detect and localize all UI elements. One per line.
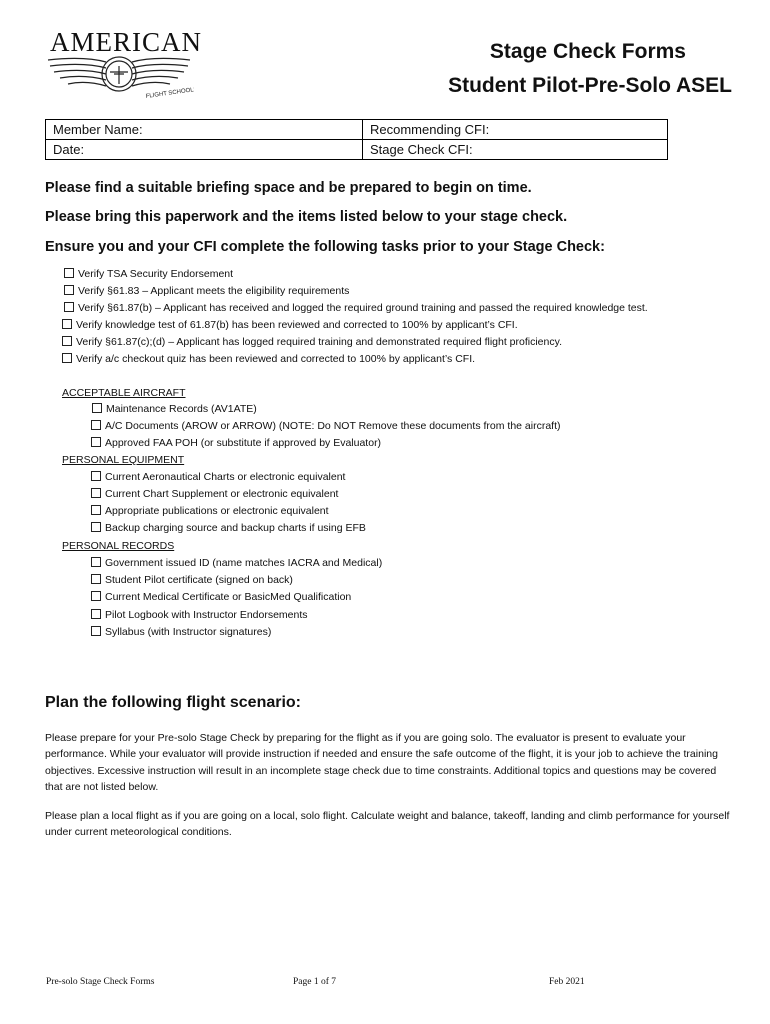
section-personal-equipment: PERSONAL EQUIPMENT	[62, 454, 185, 466]
checkbox[interactable]	[91, 505, 101, 515]
date-field[interactable]: Date:	[46, 140, 363, 160]
plan-paragraph-2: Please plan a local flight as if you are going on a local, solo flight. Calculate weight and balance, takeoff, landing and climb performance for yourself under current meteorological conditions.	[45, 810, 730, 839]
task-item: Verify TSA Security Endorsement	[64, 268, 233, 280]
instruction-3: Ensure you and your CFI complete the following tasks prior to your Stage Check:	[45, 239, 605, 255]
plan-heading: Plan the following flight scenario:	[45, 694, 302, 711]
checkbox[interactable]	[91, 488, 101, 498]
checkbox[interactable]	[92, 403, 102, 413]
checklist-item: Current Chart Supplement or electronic equivalent	[91, 488, 338, 500]
section-personal-records: PERSONAL RECORDS	[62, 540, 175, 552]
task-item: Verify knowledge test of 61.87(b) has been reviewed and corrected to 100% by applicant’s CFI.	[62, 319, 518, 331]
checkbox[interactable]	[64, 268, 74, 278]
checklist-item: Pilot Logbook with Instructor Endorsements	[91, 609, 308, 621]
checkbox[interactable]	[91, 626, 101, 636]
info-table	[45, 119, 668, 160]
checklist-item: Government issued ID (name matches IACRA and Medical)	[91, 557, 382, 569]
instruction-1: Please find a suitable briefing space and be prepared to begin on time.	[45, 180, 532, 196]
footer-doc-name: Pre-solo Stage Check Forms	[46, 977, 155, 987]
task-item: Verify §61.87(b) – Applicant has received and logged the required ground training and passed the required knowledge test.	[64, 302, 648, 314]
instruction-2: Please bring this paperwork and the items listed below to your stage check.	[45, 209, 568, 225]
checklist-item: Appropriate publications or electronic equivalent	[91, 505, 329, 517]
checkbox[interactable]	[91, 471, 101, 481]
logo-subtext: FLIGHT SCHOOLS	[145, 86, 194, 100]
checkbox[interactable]	[91, 557, 101, 567]
checkbox[interactable]	[91, 437, 101, 447]
checklist-item: Maintenance Records (AV1ATE)	[92, 403, 257, 415]
task-item: Verify a/c checkout quiz has been reviewed and corrected to 100% by applicant’s CFI.	[62, 353, 475, 365]
page-title: Stage Check Forms	[489, 40, 686, 63]
recommending-cfi-field[interactable]: Recommending CFI:	[363, 120, 668, 140]
checkbox[interactable]	[91, 609, 101, 619]
checklist-item: Current Medical Certificate or BasicMed Qualification	[91, 591, 351, 603]
member-name-field[interactable]: Member Name:	[46, 120, 363, 140]
checkbox[interactable]	[62, 353, 72, 363]
checklist-item: Approved FAA POH (or substitute if approved by Evaluator)	[91, 437, 381, 449]
logo-wordmark: AMERICAN	[50, 27, 203, 57]
page-subtitle: Student Pilot-Pre-Solo ASEL	[448, 74, 732, 97]
checklist-item: A/C Documents (AROW or ARROW) (NOTE: Do NOT Remove these documents from the aircraft)	[91, 420, 561, 432]
checkbox[interactable]	[64, 285, 74, 295]
checkbox[interactable]	[91, 420, 101, 430]
task-item: Verify §61.83 – Applicant meets the eligibility requirements	[64, 285, 349, 297]
checklist-item: Backup charging source and backup charts if using EFB	[91, 522, 366, 534]
section-acceptable-aircraft: ACCEPTABLE AIRCRAFT	[62, 387, 186, 399]
task-item: Verify §61.87(c);(d) – Applicant has logged required training and demonstrated required flight proficiency.	[62, 336, 562, 348]
checklist-item: Current Aeronautical Charts or electronic equivalent	[91, 471, 345, 483]
plan-paragraph-1: Please prepare for your Pre-solo Stage Check by preparing for the flight as if you are going solo. The evaluator is present to evaluate your performance. While your evaluator will provide instruction if needed and ensure the safe outcome of the flight, it is your job to achieve the training objectives. Excessive instruction will result in an incomplete stage check due to time constraints. Additional topics and questions may be covered that are not listed below.	[45, 732, 718, 794]
checkbox[interactable]	[64, 302, 74, 312]
checklist-item: Syllabus (with Instructor signatures)	[91, 626, 271, 638]
checkbox[interactable]	[91, 591, 101, 601]
checkbox[interactable]	[62, 319, 72, 329]
checkbox[interactable]	[91, 574, 101, 584]
footer-page-number: Page 1 of 7	[293, 977, 337, 987]
checkbox[interactable]	[62, 336, 72, 346]
stage-check-cfi-field[interactable]: Stage Check CFI:	[363, 140, 668, 160]
checklist-item: Student Pilot certificate (signed on back)	[91, 574, 293, 586]
footer-date: Feb 2021	[549, 977, 585, 987]
checkbox[interactable]	[91, 522, 101, 532]
